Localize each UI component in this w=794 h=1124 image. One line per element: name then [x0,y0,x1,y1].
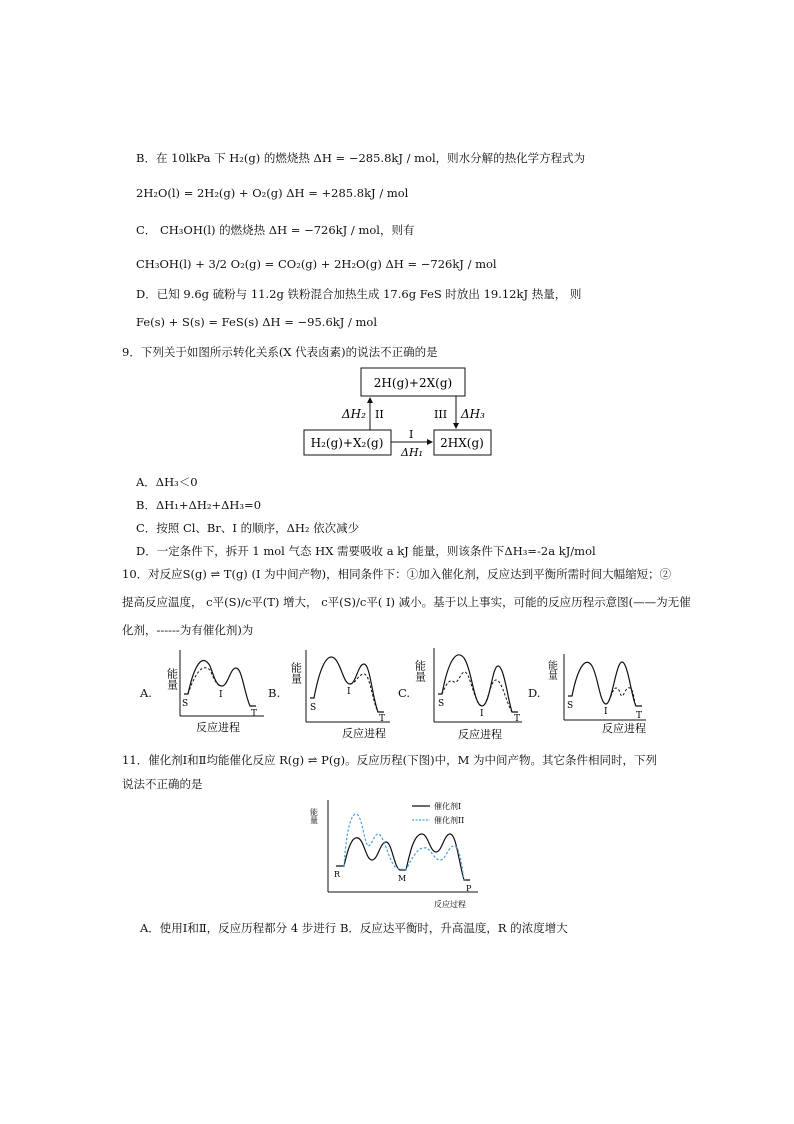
q10-option-d-letter: D. [528,686,541,700]
q10-option-b-graph [289,646,394,741]
q9-stem: 9．下列关于如图所示转化关系(X 代表卤素)的说法不正确的是 [122,345,438,359]
p-label: P [466,884,472,893]
uncatalyzed-curve [568,662,642,706]
reaction-progress-label: 反应进程 [458,728,502,741]
q11-options-ab: A．使用Ⅰ和Ⅱ，反应历程都分 4 步进行 B．反应达平衡时，升高温度，R 的浓度增大 [140,921,568,935]
q9-diagram [300,365,500,460]
q10-line-2: 提高反应温度， c平(S)/c平(T) 增大， c平(S)/c平( I) 减小。基于以上事实，可能的反应历程示意图(——为无催 [122,595,691,609]
catalyzed-curve [442,672,512,712]
q10-line-3: 化剂，------为有催化剂)为 [122,623,254,637]
q10-option-a-letter: A. [140,686,152,700]
q11-line-1: 11．催化剂Ⅰ和Ⅱ均能催化反应 R(g) ⇌ P(g)。反应历程(下图)中，M 为中间产物。其它条件相同时，下列 [122,753,658,767]
energy-axis-label: 能量 [545,660,557,680]
reaction-progress-label: 反应进程 [196,721,240,734]
q10-option-d-graph [545,650,650,738]
q8-option-b: B．在 10lkPa 下 H₂(g) 的燃烧热 ΔH = −285.8kJ / mol，则水分解的热化学方程式为 [136,151,586,165]
energy-axis-label: 能量 [165,668,179,690]
uncatalyzed-curve [310,657,384,712]
s-label: S [310,703,317,713]
q8-option-d-equation: Fe(s) + S(s) = FeS(s) ΔH = −95.6kJ / mol [136,315,378,329]
reaction-progress-label: 反应进程 [342,727,386,740]
q9-option-a: A．ΔH₃＜0 [136,475,198,489]
q9-option-d: D．一定条件下，拆开 1 mol 气态 HX 需要吸收 a kJ 能量，则该条件下ΔH₃=-2a kJ/mol [136,544,596,558]
reaction-process-label: 反应过程 [434,900,466,909]
q11-line-2: 说法不正确的是 [122,777,203,791]
q9-iii-label: III [434,408,448,421]
q9-option-b: B．ΔH₁+ΔH₂+ΔH₃=0 [136,498,262,512]
t-label: T [636,711,643,721]
q9-dh2-label: ΔH₂ [342,407,366,421]
t-label: T [514,714,521,724]
q9-left-box-label: H₂(g)+X₂(g) [310,436,384,450]
q10-option-a-graph [166,646,268,736]
i-label: I [604,707,608,717]
q9-i-label: I [409,428,414,441]
legend-cat1-label: 催化剂I [434,802,462,811]
energy-axis-label: 能量 [413,660,427,682]
catalyzed-curve [188,668,222,694]
t-label: T [379,714,386,724]
q8-option-d: D．已知 9.6g 硫粉与 11.2g 铁粉混合加热生成 17.6g FeS 时放出 19.12kJ 热量， 则 [136,287,582,301]
q10-option-c-letter: C. [398,686,411,700]
energy-axis-label: 能量 [309,808,319,824]
q9-top-box-label: 2H(g)+2X(g) [373,376,453,390]
m-label: M [398,874,407,883]
uncatalyzed-curve [438,655,518,712]
r-label: R [334,870,341,879]
q11-energy-diagram [308,796,488,914]
energy-axis-label: 能量 [289,662,303,684]
s-label: S [182,699,189,709]
i-label: I [480,709,484,719]
q10-option-b-letter: B. [268,686,281,700]
legend-cat2-label: 催化剂II [434,816,465,825]
i-label: I [219,690,223,700]
t-label: T [251,709,258,719]
q8-option-c-equation: CH₃OH(l) + 3/2 O₂(g) = CO₂(g) + 2H₂O(g) ΔH = −726kJ / mol [136,257,497,271]
reaction-progress-label: 反应进程 [602,722,646,735]
q9-right-box-label: 2HX(g) [440,436,484,450]
s-label: S [438,699,445,709]
q8-option-b-equation: 2H₂O(l) = 2H₂(g) + O₂(g) ΔH = +285.8kJ / mol [136,186,409,200]
i-label: I [347,687,351,697]
q8-option-c: C． CH₃OH(l) 的燃烧热 ΔH = −726kJ / mol，则有 [136,223,415,237]
q9-ii-label: II [375,408,384,421]
q9-dh1-label: ΔH₁ [401,446,423,459]
q10-option-c-graph [413,644,528,741]
s-label: S [567,701,574,711]
q9-dh3-label: ΔH₃ [461,407,485,421]
q10-line-1: 10．对反应S(g) ⇌ T(g) (I 为中间产物)，相同条件下：①加入催化剂，反应达到平衡所需时间大幅缩短；② [122,567,672,581]
q9-option-c: C．按照 Cl、Br、I 的顺序，ΔH₂ 依次减少 [136,521,360,535]
